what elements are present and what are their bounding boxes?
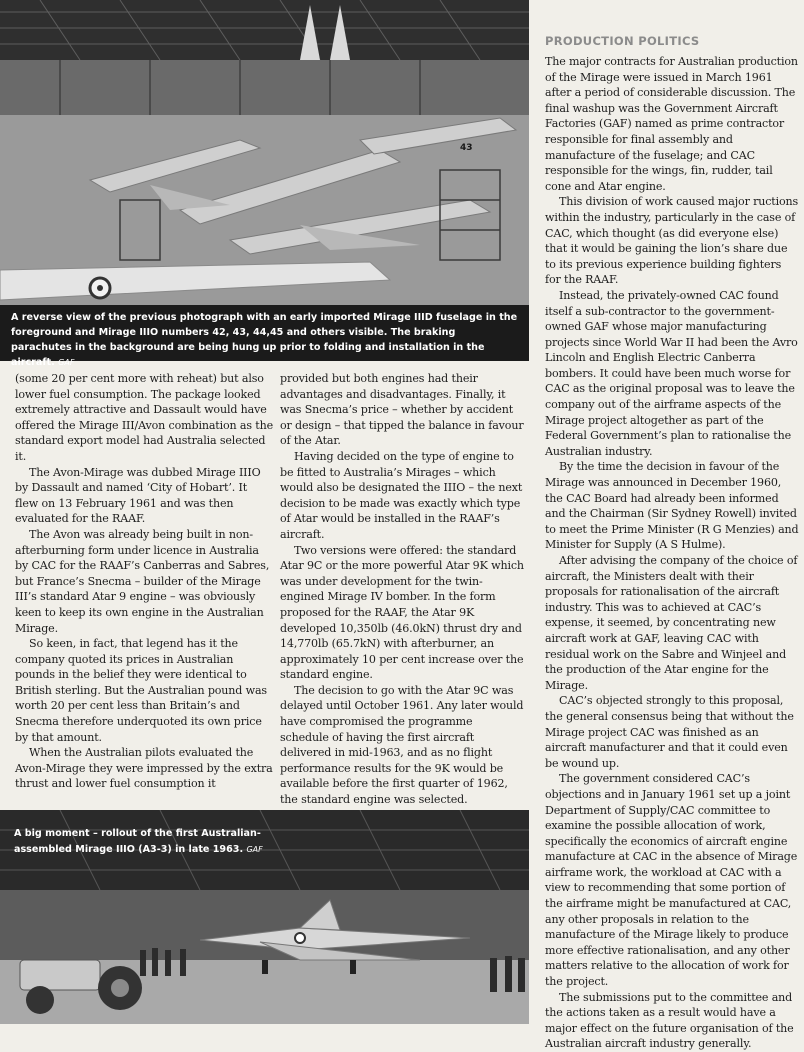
- article-column-right: [545, 54, 799, 1052]
- aircraft-number-marking: 43: [460, 143, 473, 153]
- top-caption-text: A reverse view of the previous photograph with an early imported Mirage IIID fuselage in the foreground and Mirage IIIO numbers 42, 43, 44,45 and others visible. The braking parachutes in the background are being hung up prior to folding and installation in the aircraft.: [11, 312, 518, 368]
- paragraph: By the time the decision in favour of the Mirage was announced in December 1960, the CAC Board had already been informed and the Chairman (Sir Sydney Rowell) invited to meet the Prime Minister (R G Menzies) and Minister for Supply (A S Hulme).: [545, 460, 799, 552]
- paragraph: So keen, in fact, that legend has it the company quoted its prices in Australian pounds in the belief they were identical to British sterling. But the Australian pound was worth 20 per cent less than Britain’s and Snecma therefore underquoted its own price by that amount.: [15, 637, 267, 744]
- bottom-photo-caption: [14, 826, 274, 858]
- paragraph: Two versions were offered: the standard Atar 9C or the more powerful Atar 9K which was under development for the twin-engined Mirage IV bomber. In the form proposed for the RAAF, the Atar 9K developed 10,350lb (46.0kN) thrust dry and 14,770lb (65.7kN) with afterburner, an approximately 10 per cent increase over the standard engine.: [280, 543, 524, 682]
- paragraph: After advising the company of the choice of aircraft, the Ministers dealt with their proposals for rationalisation of the aircraft industry. This was to achieved at CAC’s expense, it seemed, by concentrating new aircraft work at GAF, leaving CAC with residual work on the Sabre and Winjeel and the production of the Atar engine for the Mirage.: [545, 554, 798, 692]
- article-column-left: [15, 371, 273, 792]
- paragraph: Instead, the privately-owned CAC found itself a sub-contractor to the government-owned GAF whose major manufacturing projects since World War II had been the Avro Lincoln and English Electric Canberra bombers. It could have been much worse for CAC as the original proposal was to leave the company out of the airframe aspects of the Mirage project altogether as part of the Federal Government’s plan to rationalise the Australian industry.: [545, 288, 798, 458]
- paragraph: The submissions put to the committee and the actions taken as a result would have a major effect on the future organisation of the Australian aircraft industry generally.: [545, 990, 794, 1051]
- paragraph: provided but both engines had their advantages and disadvantages. Finally, it was Snecma’s price – whether by accident or design – that tipped the balance in favour of the Atar.: [280, 372, 524, 448]
- top-photo-caption: [0, 305, 529, 368]
- paragraph: The decision to go with the Atar 9C was delayed until October 1961. Any later would have compromised the programme schedule of having the first aircraft delivered in mid-1963, and as no flight performance results for the 9K would be available before the first quarter of 1962, the standard engine was selected.: [280, 683, 524, 807]
- paragraph: Having decided on the type of engine to be fitted to Australia’s Mirages – which would also be designated the IIIO – the next decision to be made was exactly which type of Atar would be installed in the RAAF’s aircraft.: [280, 449, 523, 541]
- paragraph: When the Australian pilots evaluated the Avon-Mirage they were impressed by the extra thrust and lower fuel consumption it: [15, 746, 273, 791]
- top-caption-credit: GAF: [58, 358, 75, 367]
- paragraph: CAC’s objected strongly to this proposal, the general consensus being that without the Mirage project CAC was finished as an aircraft manufacturer and that it could even be wound up.: [545, 694, 794, 770]
- paragraph: This division of work caused major ructions within the industry, particularly in the case of CAC, which thought (as did everyone else) that it would be gaining the lion’s share due to its previous experience building fighters for the RAAF.: [545, 195, 799, 287]
- paragraph: The government considered CAC’s objections and in January 1961 set up a joint Department of Supply/CAC committee to examine the possible allocation of work, specifically the economics of aircraft engine manufacture at CAC in the absence of Mirage airframe work, the workload at CAC with a view to recommending that some portion of the airframe might be manufactured at CAC, any other proposals in relation to the manufacture of the Mirage likely to produce more effective rationalisation, and any other matters relative to the allocation of work for the project.: [545, 772, 798, 989]
- article-column-middle: [280, 371, 524, 808]
- paragraph: (some 20 per cent more with reheat) but also lower fuel consumption. The package looked extremely attractive and Dassault would have offered the Mirage III/Avon combination as the standard export model had Australia selected it.: [15, 372, 274, 463]
- factory-floor-illustration: [0, 0, 529, 305]
- paragraph: The major contracts for Australian production of the Mirage were issued in March 1961 after a period of considerable discussion. The final washup was the Government Aircraft Factories (GAF) named as prime contractor responsible for final assembly and manufacture of the fuselage; and CAC responsible for the wings, fin, rudder, tail cone and Atar engine.: [545, 55, 798, 193]
- paragraph: The Avon was already being built in non-afterburning form under licence in Australia by CAC for the RAAF’s Canberras and Sabres, but France’s Snecma – builder of the Mirage III’s standard Atar 9 engine – was obviously keen to keep its own engine in the Australian Mirage.: [15, 527, 270, 635]
- bottom-caption-text: A big moment – rollout of the first Australian-assembled Mirage IIIO (A3-3) in late 1963.: [14, 828, 261, 855]
- paragraph: The Avon-Mirage was dubbed Mirage IIIO by Dassault and named ‘City of Hobart’. It flew on 13 February 1961 and was then evaluated for the RAAF.: [15, 465, 261, 526]
- bottom-caption-credit: GAF: [246, 845, 263, 854]
- factory-floor-photo: [0, 0, 529, 305]
- section-heading: PRODUCTION POLITICS: [545, 34, 700, 48]
